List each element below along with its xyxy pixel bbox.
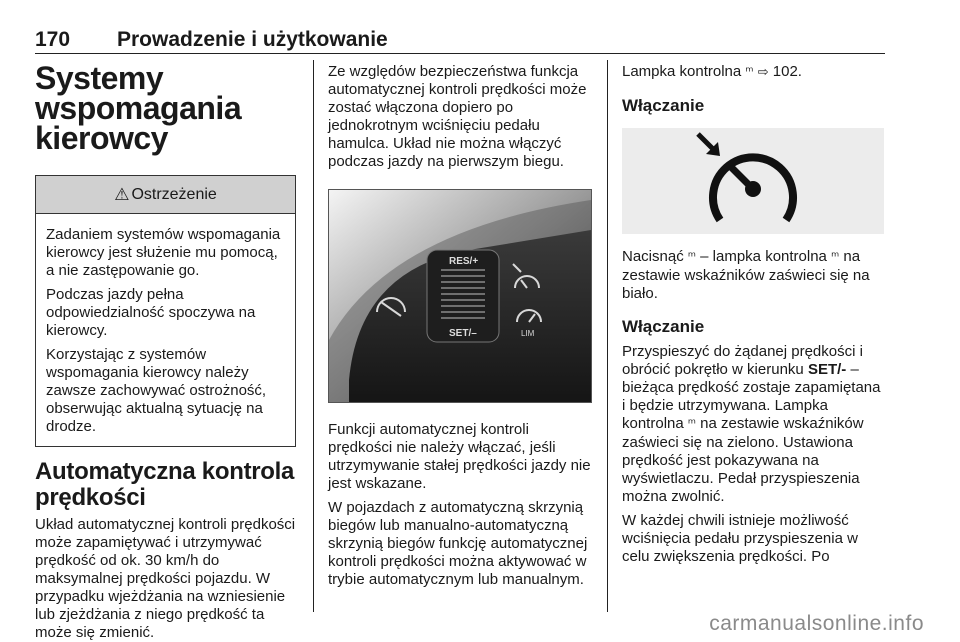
press-text-post: na zestawie wskaźników zaświeci się na biało. (622, 248, 870, 302)
page-reference: 102. (772, 63, 802, 80)
subsection-title: Automatyczna kontrola prędkości (35, 458, 295, 511)
body-paragraph: W pojazdach z automatyczną skrzynią biegów lub manualno-automatyczną skrzynią biegów funkcję automatycznej kontroli prędkości można aktywować w trybie automatycznym lub manualnym. (328, 499, 588, 588)
column-2 (328, 63, 593, 589)
lamp-text: Lampka kontrolna (622, 63, 742, 80)
column-1 (35, 60, 297, 642)
column-divider (313, 60, 314, 612)
section-title: Systemy wspomagania kierowcy (35, 60, 242, 156)
body-text: na zestawie wskaźników zaświeci się na zielono. Ustawiona prędkość jest pokazywana na wyświetlaczu. Pedał przyspieszenia można zwolnić. (622, 415, 864, 505)
warning-box (35, 175, 296, 447)
warning-header (36, 176, 295, 214)
page-reference-icon: ⇨ (757, 65, 769, 80)
warning-paragraph: Korzystając z systemów wspomagania kierowcy należy zawsze zachowywać ostrożność, obserwując aktualną sytuację na drodze. (46, 346, 267, 435)
warning-paragraph: Podczas jazdy pełna odpowiedzialność spoczywa na kierowcy. (46, 286, 256, 339)
header-rule (35, 53, 885, 54)
page-header (35, 28, 885, 52)
cruise-control-icon: ᵐ (745, 65, 754, 80)
body-paragraph: Układ automatycznej kontroli prędkości może zapamiętywać i utrzymywać prędkość od ok. 30 km/h do maksymalnej prędkości pojazdu. W przypadku wjeżdżania na wzniesienie lub zjeżdżania z niego prędkość ta może się zmienić. (35, 516, 296, 641)
body-paragraph: W każdej chwili istnieje możliwość wciśnięcia pedału przyspieszenia w celu zwiększenia prędkości. Po (622, 512, 858, 565)
body-text: – bieżąca prędkość zostaje zapamiętana i będzie utrzymywana. Lampka kontrolna (622, 361, 881, 432)
column-3 (622, 63, 887, 566)
warning-title: Ostrzeżenie (131, 185, 217, 203)
heading-activate: Włączanie (622, 317, 705, 336)
press-text-mid: – lampka kontrolna (700, 248, 827, 265)
body-text: Przyspieszyć do żądanej prędkości i obrócić pokrętło w kierunku (622, 343, 863, 378)
warning-body (36, 214, 295, 446)
heading-enable: Włączanie (622, 96, 705, 115)
set-label: SET/– (449, 328, 477, 339)
cruise-control-icon: ᵐ (831, 250, 840, 265)
warning-paragraph: Zadaniem systemów wspomagania kierowcy jest służenie mu pomocą, a nie zastępowanie go. (46, 226, 281, 279)
cruise-control-gauge-icon (622, 128, 884, 234)
watermark: carmanualsonline.info (709, 612, 924, 635)
press-text: Nacisnąć (622, 248, 684, 265)
intro-paragraph: Ze względów bezpieczeństwa funkcja automatycznej kontroli prędkości może zostać włączona dopiero po jednokrotnym wciśnięciu pedału hamulca. Układ nie można włączyć podczas jazdy na pierwszym biegu. (328, 63, 587, 170)
cruise-control-icon: ᵐ (687, 250, 696, 265)
cruise-control-icon: ᵐ (687, 417, 696, 432)
column-divider (607, 60, 608, 612)
header-title: Prowadzenie i użytkowanie (117, 28, 388, 51)
set-control-label: SET/- (807, 361, 847, 378)
res-label: RES/+ (449, 256, 479, 267)
body-paragraph: Funkcji automatycznej kontroli prędkości nie należy włączać, jeśli utrzymywanie stałej prędkości jazdy nie jest wskazane. (328, 421, 591, 492)
steering-wheel-photo (328, 189, 592, 403)
lim-label: LIM (521, 329, 535, 338)
cruise-control-symbol-panel (622, 128, 884, 234)
warning-triangle-icon: ⚠ (114, 184, 130, 204)
page-number: 170 (35, 28, 71, 51)
